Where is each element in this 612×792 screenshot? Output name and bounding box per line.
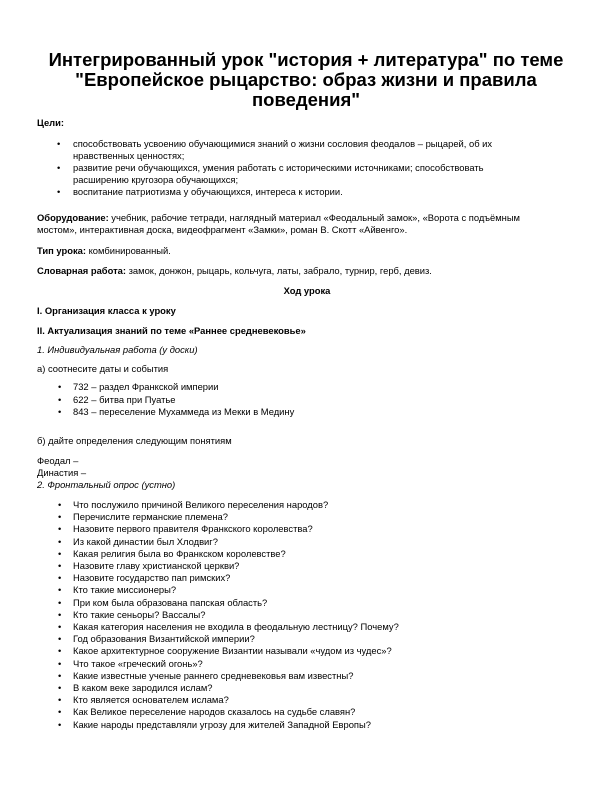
list-item: • Какое архитектурное сооружение Византии называли «чудом из чудес»? xyxy=(73,645,573,657)
goals-list xyxy=(73,138,543,198)
list-item: • Перечислите германские племена? xyxy=(73,511,573,523)
vocabulary: Словарная работа: замок, донжон, рыцарь, кольчуга, латы, забрало, турнир, герб, девиз. xyxy=(37,265,432,276)
equipment-label: Оборудование: xyxy=(37,212,109,223)
title-line-1: Интегрированный урок "история + литература" по теме xyxy=(48,49,564,70)
list-item: • воспитание патриотизма у обучающихся, интереса к истории. xyxy=(73,186,543,198)
section-1-heading: I. Организация класса к уроку xyxy=(37,305,176,316)
page-title xyxy=(30,50,582,110)
task-2-heading: 2. Фронтальный опрос (устно) xyxy=(37,479,176,490)
term-feudal: Феодал – xyxy=(37,455,79,466)
list-item: • 732 – раздел Франкской империи xyxy=(73,381,473,394)
list-item: • развитие речи обучающихся, умения работать с историческими источниками; способствовать расширению кругозора обучающихся; xyxy=(73,162,543,186)
task-1b: б) дайте определения следующим понятиям xyxy=(37,435,232,446)
list-item: • При ком была образована папская область? xyxy=(73,597,573,609)
task-1-heading: 1. Индивидуальная работа (у доски) xyxy=(37,344,198,355)
title-line-2: "Европейское рыцарство: образ жизни и правила xyxy=(75,69,537,90)
questions-list xyxy=(73,499,573,731)
task-1a: а) соотнесите даты и события xyxy=(37,363,169,374)
list-item: • Что такое «греческий огонь»? xyxy=(73,658,573,670)
list-item: • Какая категория населения не входила в феодальную лестницу? Почему? xyxy=(73,621,573,633)
list-item: • Какие народы представляли угрозу для жителей Западной Европы? xyxy=(73,719,573,731)
equipment-paragraph: Оборудование: учебник, рабочие тетради, наглядный материал «Феодальный замок», «Ворота с подъёмным мостом», интерактивная доска, видеофрагмент «Замки», роман В. Скотт «Айвенго». xyxy=(37,212,520,235)
list-item: • 843 – переселение Мухаммеда из Мекки в Медину xyxy=(73,406,473,419)
list-item: • Как Великое переселение народов сказалось на судьбе славян? xyxy=(73,706,573,718)
list-item: • Назовите государство пап римских? xyxy=(73,572,573,584)
list-item: • 622 – битва при Пуатье xyxy=(73,394,473,407)
goals-label: Цели: xyxy=(37,117,65,128)
list-item: • Что послужило причиной Великого переселения народов? xyxy=(73,499,573,511)
list-item: • Кто является основателем ислама? xyxy=(73,694,573,706)
list-item: • Какие известные ученые раннего средневековья вам известны? xyxy=(73,670,573,682)
term-dynasty: Династия – xyxy=(37,467,87,478)
list-item: • Из какой династии был Хлодвиг? xyxy=(73,536,573,548)
list-item: • Какая религия была во Франкском королевстве? xyxy=(73,548,573,560)
lesson-type: Тип урока: комбинированный. xyxy=(37,245,171,256)
list-item: • Год образования Византийской империи? xyxy=(73,633,573,645)
list-item: • способствовать усвоению обучающимися знаний о жизни сословия феодалов – рыцарей, об их нравственных ценностях; xyxy=(73,138,543,162)
list-item: • Кто такие сеньоры? Вассалы? xyxy=(73,609,573,621)
section-2-heading: II. Актуализация знаний по теме «Раннее средневековье» xyxy=(37,325,306,336)
course-heading: Ход урока xyxy=(283,285,331,296)
list-item: • Назовите первого правителя Франкского королевства? xyxy=(73,523,573,535)
title-line-3: поведения" xyxy=(251,89,361,110)
list-item: • Назовите главу христианской церкви? xyxy=(73,560,573,572)
list-item: • Кто такие миссионеры? xyxy=(73,584,573,596)
list-item: • В каком веке зародился ислам? xyxy=(73,682,573,694)
dates-list xyxy=(73,381,473,419)
